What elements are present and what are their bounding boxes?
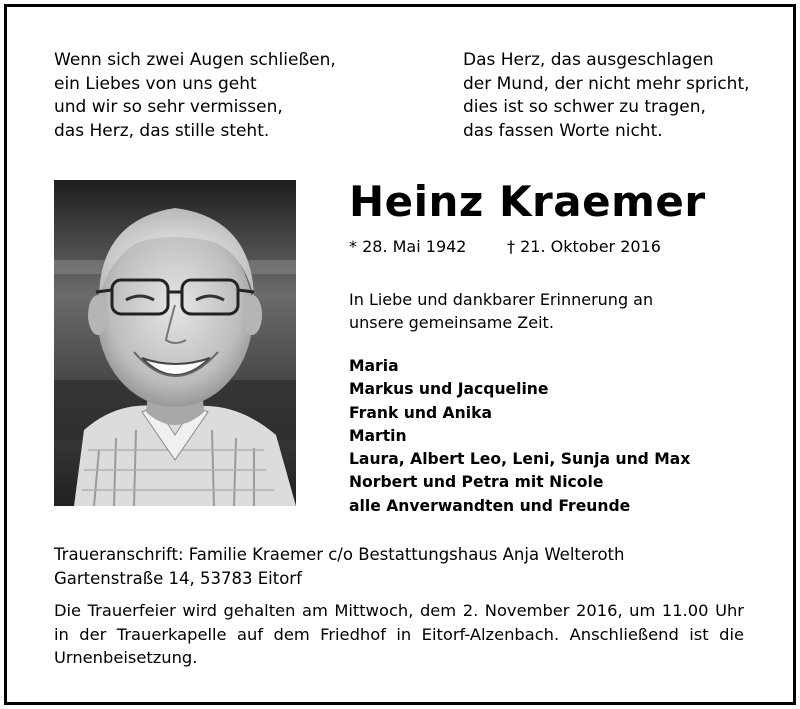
portrait-illustration [54,180,296,506]
address-line: Traueranschrift: Familie Kraemer c/o Bestattungshaus Anja Welteroth [54,545,625,564]
deceased-name: Heinz Kraemer [349,177,706,226]
mourner-item: Markus und Jacqueline [349,380,549,399]
funeral-service-info [54,599,744,670]
address-line: Gartenstraße 14, 53783 Eitorf [54,568,302,588]
mourning-address [54,543,624,590]
mourners-list [349,355,690,518]
poem-line: das Herz, das stille steht. [54,120,270,141]
poem-line: dies ist so schwer zu tragen, [463,97,706,118]
service-line: Urnenbeisetzung. [54,648,198,667]
memorial-line: In Liebe und dankbarer Erinnerung an [349,290,654,309]
memorial-text [349,288,653,334]
mourner-item: Laura, Albert Leo, Leni, Sunja und Max [349,450,691,469]
mourner-item: alle Anverwandten und Freunde [349,496,631,515]
service-line: in der Trauerkapelle auf dem Friedhof in Eitorf-Alzenbach. Anschließend ist die [54,624,744,644]
portrait-photo [54,180,296,506]
mourner-item: Frank und Anika [349,403,492,422]
mourner-item: Martin [349,426,407,445]
poem-left [54,49,336,143]
poem-line: der Mund, der nicht mehr spricht, [463,73,750,94]
birth-date: * 28. Mai 1942 [349,237,467,256]
obituary-notice [4,4,796,705]
poem-line: und wir so sehr vermissen, [54,97,283,118]
poem-line: Das Herz, das ausgeschlagen [463,50,714,70]
death-date: † 21. Oktober 2016 [507,237,661,256]
poem-line: Wenn sich zwei Augen schließen, [54,50,336,70]
service-line: Die Trauerfeier wird gehalten am Mittwoch, dem 2. November 2016, um 11.00 Uhr [54,601,744,620]
memorial-line: unsere gemeinsame Zeit. [349,313,554,332]
poem-line: das fassen Worte nicht. [463,120,663,141]
mourner-item: Maria [349,357,399,375]
poem-right [463,49,750,143]
mourner-item: Norbert und Petra mit Nicole [349,473,604,492]
poem-line: ein Liebes von uns geht [54,73,257,94]
